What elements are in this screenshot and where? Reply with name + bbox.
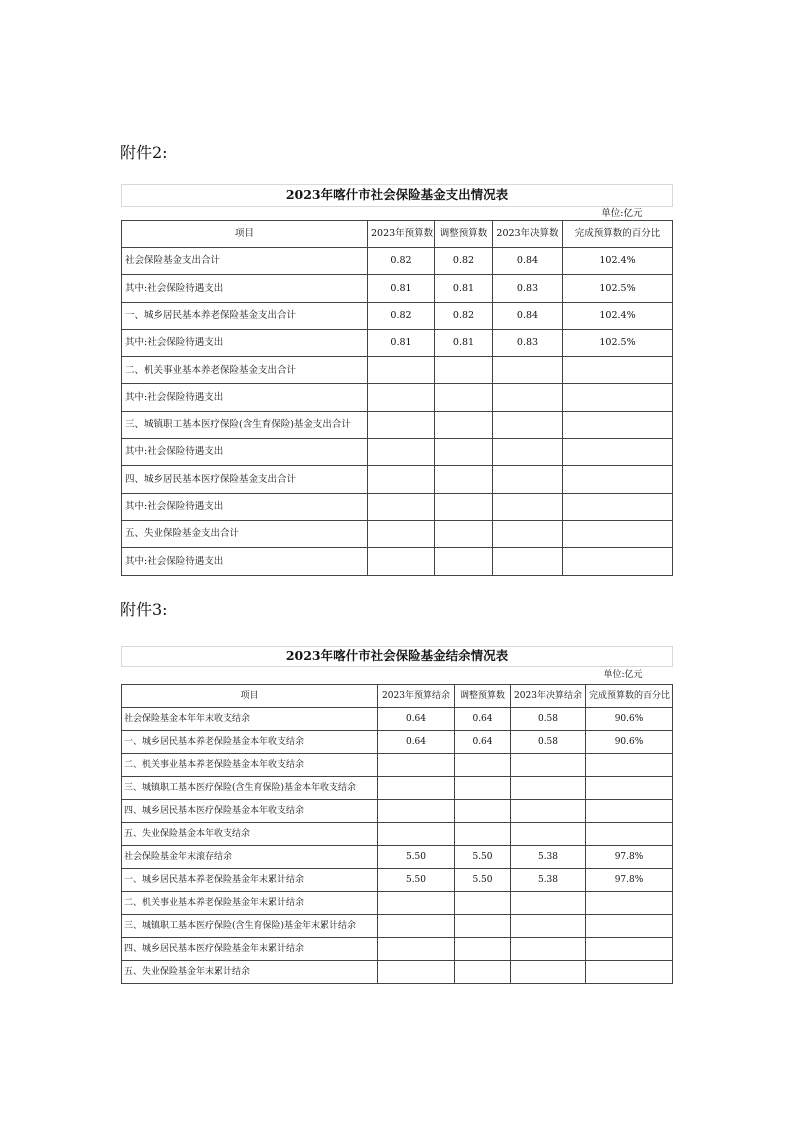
cell-value [378,800,455,823]
table-row [122,411,673,438]
column-header: 2023年决算结余 [511,685,586,708]
cell-value [435,493,493,520]
cell-value [511,915,586,938]
cell-value [368,548,435,575]
table-row [122,777,673,800]
cell-value [586,892,673,915]
cell-value: 0.81 [368,329,435,356]
row-label: 四、城乡居民基本医疗保险基金年末累计结余 [122,938,378,961]
table-row [122,302,673,329]
table-row [122,869,673,892]
cell-value [455,823,511,846]
cell-value [368,384,435,411]
cell-value [493,520,563,547]
cell-value [378,915,455,938]
cell-value: 0.83 [493,275,563,302]
cell-value: 90.6% [586,731,673,754]
cell-value: 0.82 [368,302,435,329]
cell-value: 0.82 [435,302,493,329]
row-label: 其中:社会保险待遇支出 [122,384,368,411]
cell-value [455,938,511,961]
cell-value [368,357,435,384]
expenditure-table [121,184,673,576]
cell-value [586,777,673,800]
cell-value: 97.8% [586,846,673,869]
column-header: 完成预算数的百分比 [586,685,673,708]
column-header: 调整预算数 [435,221,493,248]
cell-value: 102.4% [563,248,673,275]
cell-value [563,411,673,438]
cell-value [435,439,493,466]
cell-value [378,892,455,915]
table-row [122,439,673,466]
cell-value: 0.64 [378,731,455,754]
cell-value [563,493,673,520]
row-label: 三、城镇职工基本医疗保险(含生育保险)基金年末累计结余 [122,915,378,938]
cell-value: 102.5% [563,275,673,302]
cell-value [378,777,455,800]
row-label: 四、城乡居民基本医疗保险基金支出合计 [122,466,368,493]
cell-value: 90.6% [586,708,673,731]
attachment2-label: 附件2: [120,143,168,162]
column-header: 调整预算数 [455,685,511,708]
cell-value [493,548,563,575]
row-label: 三、城镇职工基本医疗保险(含生育保险)基金支出合计 [122,411,368,438]
cell-value [511,892,586,915]
row-label: 社会保险基金年末滚存结余 [122,846,378,869]
cell-value [493,357,563,384]
cell-value [455,754,511,777]
table-row [122,466,673,493]
row-label: 五、失业保险基金年末累计结余 [122,961,378,984]
cell-value: 0.81 [435,329,493,356]
cell-value [511,961,586,984]
cell-value [586,915,673,938]
cell-value [368,493,435,520]
cell-value [493,466,563,493]
row-label: 其中:社会保险待遇支出 [122,493,368,520]
table-row [122,357,673,384]
table-row [122,708,673,731]
column-header: 2023年决算数 [493,221,563,248]
row-label: 四、城乡居民基本医疗保险基金本年收支结余 [122,800,378,823]
cell-value [511,823,586,846]
cell-value [511,800,586,823]
table-row [122,731,673,754]
row-label: 社会保险基金支出合计 [122,248,368,275]
cell-value [455,777,511,800]
cell-value: 0.81 [435,275,493,302]
cell-value [563,548,673,575]
cell-value [435,466,493,493]
table-row [122,520,673,547]
row-label: 二、机关事业基本养老保险基金本年收支结余 [122,754,378,777]
row-label: 其中:社会保险待遇支出 [122,275,368,302]
table-row [122,754,673,777]
row-label: 其中:社会保险待遇支出 [122,329,368,356]
cell-value [493,439,563,466]
table-row [122,248,673,275]
row-label: 社会保险基金本年年末收支结余 [122,708,378,731]
cell-value [435,384,493,411]
cell-value: 5.50 [378,846,455,869]
row-label: 一、城乡居民基本养老保险基金本年收支结余 [122,731,378,754]
row-label: 其中:社会保险待遇支出 [122,439,368,466]
column-header: 2023年预算数 [368,221,435,248]
row-label: 一、城乡居民基本养老保险基金年末累计结余 [122,869,378,892]
cell-value: 0.64 [455,731,511,754]
cell-value [563,439,673,466]
cell-value: 0.82 [368,248,435,275]
cell-value: 0.58 [511,731,586,754]
cell-value: 0.84 [493,302,563,329]
row-label: 其中:社会保险待遇支出 [122,548,368,575]
unit-label: 单位:亿元 [601,207,643,219]
cell-value [378,754,455,777]
cell-value [378,961,455,984]
table-title: 2023年喀什市社会保险基金支出情况表 [122,185,673,207]
cell-value [435,411,493,438]
cell-value [455,800,511,823]
cell-value [368,466,435,493]
table-row [122,892,673,915]
cell-value: 0.84 [493,248,563,275]
table-row [122,846,673,869]
table-row [122,275,673,302]
table-row [122,548,673,575]
row-label: 五、失业保险基金支出合计 [122,520,368,547]
cell-value: 0.82 [435,248,493,275]
row-label: 五、失业保险基金本年收支结余 [122,823,378,846]
cell-value [493,493,563,520]
row-label: 二、机关事业基本养老保险基金年末累计结余 [122,892,378,915]
cell-value [511,754,586,777]
table-row [122,823,673,846]
cell-value [563,357,673,384]
cell-value [563,384,673,411]
cell-value [378,823,455,846]
cell-value [368,520,435,547]
cell-value: 5.38 [511,869,586,892]
cell-value: 0.81 [368,275,435,302]
cell-value: 0.64 [378,708,455,731]
cell-value [493,411,563,438]
cell-value [586,800,673,823]
attachment3-label: 附件3: [120,600,168,619]
cell-value [455,892,511,915]
column-header: 项目 [122,685,378,708]
cell-value [586,961,673,984]
table-title: 2023年喀什市社会保险基金结余情况表 [122,647,673,667]
cell-value: 0.83 [493,329,563,356]
cell-value [586,754,673,777]
cell-value [586,938,673,961]
column-header: 完成预算数的百分比 [563,221,673,248]
cell-value [435,357,493,384]
cell-value [455,915,511,938]
table-row [122,493,673,520]
row-label: 二、机关事业基本养老保险基金支出合计 [122,357,368,384]
column-header: 2023年预算结余 [378,685,455,708]
column-header: 项目 [122,221,368,248]
cell-value: 5.50 [455,869,511,892]
table-row [122,800,673,823]
balance-table [121,646,673,984]
cell-value: 5.50 [455,846,511,869]
table-row [122,384,673,411]
cell-value [511,777,586,800]
cell-value [368,411,435,438]
cell-value: 102.4% [563,302,673,329]
cell-value [435,520,493,547]
cell-value [368,439,435,466]
cell-value [378,938,455,961]
table-row [122,329,673,356]
cell-value [511,938,586,961]
row-label: 一、城乡居民基本养老保险基金支出合计 [122,302,368,329]
table-row [122,961,673,984]
table-row [122,938,673,961]
cell-value [563,520,673,547]
cell-value: 0.58 [511,708,586,731]
cell-value: 0.64 [455,708,511,731]
unit-label: 单位:亿元 [603,670,643,680]
table-row [122,915,673,938]
cell-value [435,548,493,575]
cell-value: 5.50 [378,869,455,892]
cell-value [586,823,673,846]
cell-value [493,384,563,411]
cell-value: 5.38 [511,846,586,869]
cell-value [563,466,673,493]
cell-value: 97.8% [586,869,673,892]
cell-value: 102.5% [563,329,673,356]
cell-value [455,961,511,984]
row-label: 三、城镇职工基本医疗保险(含生育保险)基金本年收支结余 [122,777,378,800]
